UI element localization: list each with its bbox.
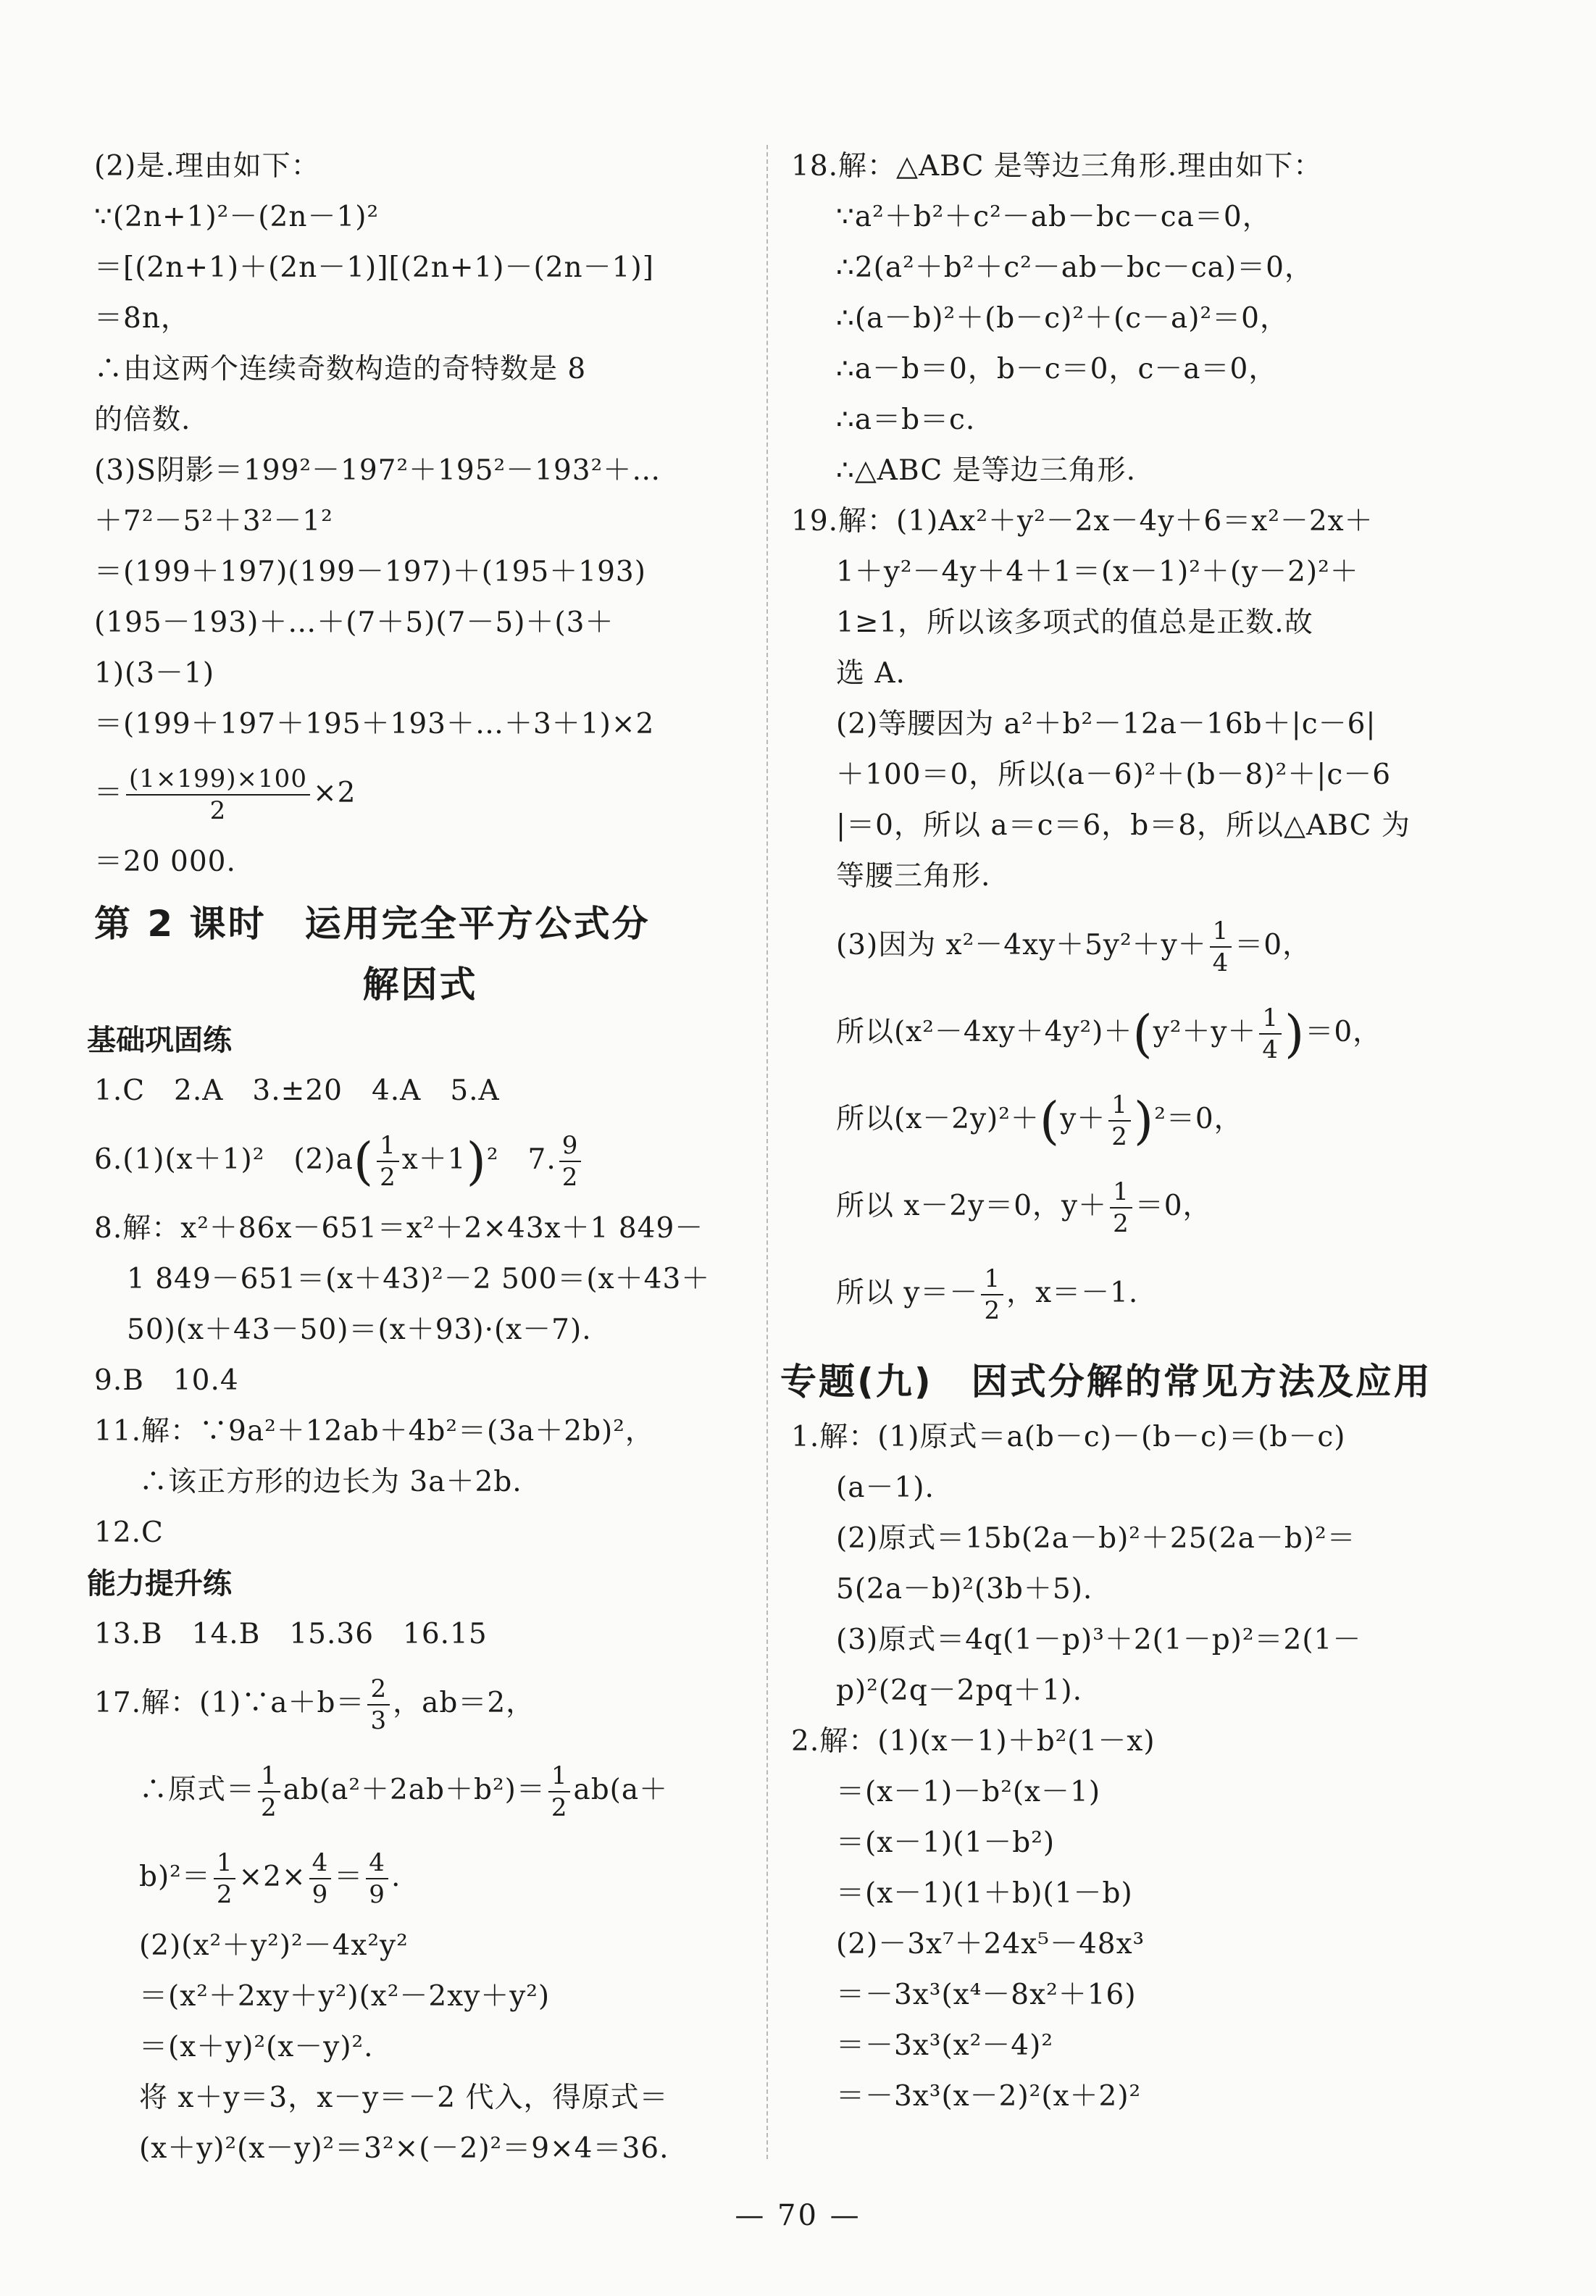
fraction: [377, 1133, 399, 1190]
text-span: ＝0，: [1234, 929, 1312, 961]
numerator: 9: [559, 1133, 582, 1162]
denominator: 2: [551, 1793, 568, 1822]
text-line: 1≥1，所以该多项式的值总是正数.故: [836, 606, 1313, 639]
text-line: ＋7²－5²＋3²－1²: [94, 505, 333, 538]
text-line: ＝－3x³(x－2)²(x＋2)²: [836, 2080, 1142, 2113]
text-line: ∵(2n+1)²－(2n－1)²: [94, 201, 380, 233]
fraction-line: [791, 902, 1458, 989]
text-span: y²＋y＋: [1153, 1016, 1257, 1048]
text-line: 等腰三角形.: [836, 860, 991, 893]
text-span: 6.(1)(x＋1)² (2)a: [94, 1143, 354, 1176]
denominator: 9: [369, 1880, 385, 1909]
fraction-line: [791, 1163, 1458, 1250]
numerator: 1: [1210, 919, 1232, 948]
denominator: 3: [370, 1706, 388, 1735]
text-line: 12.C: [94, 1516, 164, 1549]
text-line: 选 A.: [836, 657, 906, 690]
numerator: (1×199)×100: [126, 767, 310, 796]
text-line: ＝20 000.: [94, 846, 236, 878]
left-paren-glyph: (: [1132, 1004, 1153, 1064]
text-span: 17.解：(1)∵a＋b＝: [94, 1687, 365, 1719]
denominator: 4: [1262, 1035, 1279, 1064]
text-span: ×2: [312, 777, 356, 809]
text-line: ∴(a－b)²＋(b－c)²＋(c－a)²＝0，: [836, 302, 1289, 335]
denominator: 2: [984, 1296, 1001, 1325]
fraction: [367, 1674, 390, 1735]
fraction: [214, 1850, 236, 1907]
section-title-continued: 解因式: [362, 964, 478, 1006]
text-line: 11.解：∵9a²＋12ab＋4b²＝(3a＋2b)²，: [94, 1415, 654, 1448]
text-line: ∴2(a²＋b²＋c²－ab－bc－ca)＝0，: [836, 251, 1313, 284]
text-line: ＝－3x³(x²－4)²: [836, 2029, 1053, 2062]
text-span: .: [390, 1861, 401, 1893]
text-line: 50)(x＋43－50)＝(x＋93)·(x－7).: [127, 1314, 592, 1346]
text-line: ∴a－b＝0，b－c＝0，c－a＝0，: [836, 353, 1278, 385]
text-line: 19.解：(1)Ax²＋y²－2x－4y＋6＝x²－2x＋: [791, 505, 1374, 538]
text-line: 18.解：△ABC 是等边三角形.理由如下：: [791, 150, 1323, 183]
text-span: ＝: [94, 777, 124, 809]
text-line: ∴△ABC 是等边三角形.: [836, 454, 1136, 487]
text-line: ＝(x－1)－b²(x－1): [836, 1776, 1101, 1808]
denominator: 2: [1111, 1122, 1128, 1151]
fraction: [309, 1850, 332, 1907]
numerator: 1: [1108, 1093, 1131, 1122]
text-line: 5(2a－b)²(3b＋5).: [836, 1573, 1093, 1606]
text-line: 的倍数.: [94, 404, 191, 436]
fraction-line: [94, 1747, 746, 1834]
numerator: 1: [377, 1133, 399, 1162]
fraction: [366, 1850, 388, 1907]
text-line: ＋100＝0，所以(a－6)²＋(b－8)²＋|c－6: [836, 759, 1392, 791]
numerator: 1: [214, 1850, 236, 1879]
numerator: 4: [366, 1850, 388, 1879]
text-span: ²＝0，: [1154, 1103, 1243, 1135]
text-line: 9.B 10.4: [94, 1364, 239, 1397]
fraction-line: [94, 1834, 746, 1921]
text-span: ∴原式＝: [139, 1774, 256, 1806]
text-line: 1.解：(1)原式＝a(b－c)－(b－c)＝(b－c): [791, 1421, 1346, 1453]
fraction-line: [791, 989, 1458, 1076]
text-span: ，x＝－1.: [1006, 1277, 1139, 1309]
numerator: 1: [981, 1266, 1003, 1295]
numerator: 1: [548, 1763, 571, 1792]
text-span: 所以 y＝－: [836, 1277, 979, 1309]
right-paren-glyph: ): [1284, 1004, 1305, 1064]
text-line: 将 x＋y＝3，x－y＝－2 代入，得原式＝: [139, 2082, 669, 2114]
fraction: [981, 1266, 1003, 1323]
text-line: 8.解：x²＋86x－651＝x²＋2×43x＋1 849－: [94, 1212, 704, 1245]
text-line: ＝(x＋y)²(x－y)².: [139, 2031, 374, 2063]
text-line: 13.B 14.B 15.36 16.15: [94, 1618, 488, 1650]
text-span: ，ab＝2，: [393, 1687, 535, 1719]
text-line: 2.解：(1)(x－1)＋b²(1－x): [791, 1725, 1156, 1758]
left-column: [87, 141, 746, 2174]
fraction-line: [94, 1660, 746, 1747]
denominator: 2: [561, 1163, 579, 1192]
page-number: — 70 —: [735, 2199, 861, 2232]
text-line: (3)S阴影＝199²－197²＋195²－193²＋…: [94, 454, 661, 487]
denominator: 2: [216, 1880, 233, 1909]
text-span: ab(a²＋2ab＋b²)＝: [283, 1774, 546, 1806]
fraction-line: [94, 750, 746, 837]
text-span: x＋1: [401, 1143, 467, 1176]
left-paren-glyph: (: [353, 1132, 375, 1191]
text-line: p)²(2q－2pq＋1).: [836, 1674, 1082, 1707]
text-line: ＝(x－1)(1－b²): [836, 1827, 1056, 1859]
denominator: 4: [1212, 948, 1229, 977]
subsection-heading: 基础巩固练: [87, 1024, 232, 1057]
text-span: (3)因为 x²－4xy＋5y²＋y＋: [836, 929, 1207, 961]
text-span: y＋: [1060, 1103, 1106, 1135]
fraction-line: [791, 1076, 1458, 1163]
text-span: 所以(x－2y)²＋: [836, 1103, 1040, 1135]
fraction-line: [94, 1116, 746, 1203]
denominator: 9: [312, 1880, 329, 1909]
text-line: ∴由这两个连续奇数构造的奇特数是 8: [94, 353, 587, 385]
text-span: 所以(x²－4xy＋4y²)＋: [836, 1016, 1133, 1048]
fraction: [1259, 1003, 1282, 1064]
text-line: |＝0，所以 a＝c＝6，b＝8，所以△ABC 为: [836, 809, 1411, 842]
text-line: (195－193)＋…＋(7＋5)(7－5)＋(3＋: [94, 606, 614, 639]
text-span: ab(a＋: [573, 1774, 669, 1806]
text-span: ×2×: [238, 1861, 306, 1893]
text-line: ∵a²＋b²＋c²－ab－bc－ca＝0，: [836, 201, 1271, 233]
text-line: (2)是.理由如下：: [94, 150, 320, 183]
text-line: ＝[(2n+1)＋(2n－1)][(2n+1)－(2n－1)]: [94, 251, 654, 284]
fraction: [548, 1763, 571, 1820]
text-line: 1＋y²－4y＋4＋1＝(x－1)²＋(y－2)²＋: [836, 556, 1359, 588]
subsection-heading: 能力提升练: [87, 1567, 232, 1600]
fraction: [1110, 1177, 1132, 1238]
text-span: ＝0，: [1135, 1190, 1212, 1222]
text-line: 1.C 2.A 3.±20 4.A 5.A: [94, 1074, 500, 1107]
fraction: [1210, 919, 1232, 975]
denominator: 2: [209, 796, 227, 825]
fraction: [126, 764, 310, 825]
left-paren-glyph: (: [1039, 1091, 1061, 1151]
text-line: (2)(x²＋y²)²－4x²y²: [139, 1929, 409, 1962]
numerator: 4: [309, 1850, 332, 1879]
text-span: ² 7.: [486, 1143, 556, 1176]
denominator: 2: [261, 1793, 277, 1822]
text-line: (2)－3x⁷＋24x⁵－48x³: [836, 1928, 1145, 1961]
text-span: ＝: [334, 1861, 364, 1893]
text-line: (2)等腰因为 a²＋b²－12a－16b＋|c－6|: [836, 708, 1376, 740]
fraction: [559, 1133, 582, 1190]
right-paren-glyph: ): [466, 1132, 487, 1191]
right-paren-glyph: ): [1133, 1091, 1155, 1151]
text-line: (a－1).: [836, 1471, 935, 1504]
fraction-line: [791, 1250, 1458, 1337]
text-span: ＝0，: [1305, 1016, 1382, 1048]
text-line: ∴该正方形的边长为 3a＋2b.: [139, 1466, 522, 1498]
section-title: 专题(九) 因式分解的常见方法及应用: [780, 1361, 1432, 1403]
fraction: [1108, 1090, 1131, 1151]
section-title: 第 2 课时 运用完全平方公式分: [94, 903, 651, 945]
text-line: 1 849－651＝(x＋43)²－2 500＝(x＋43＋: [127, 1263, 711, 1295]
text-span: b)²＝: [139, 1861, 211, 1893]
text-line: (x＋y)²(x－y)²＝3²×(－2)²＝9×4＝36.: [139, 2132, 669, 2165]
numerator: 1: [1110, 1180, 1132, 1208]
text-line: (3)原式＝4q(1－p)³＋2(1－p)²＝2(1－: [836, 1624, 1362, 1656]
column-divider: [766, 145, 768, 2159]
text-line: 1)(3－1): [94, 657, 215, 690]
text-line: (2)原式＝15b(2a－b)²＋25(2a－b)²＝: [836, 1522, 1356, 1555]
text-span: 所以 x－2y＝0，y＋: [836, 1190, 1108, 1222]
text-line: ＝(x²＋2xy＋y²)(x²－2xy＋y²): [139, 1980, 551, 2013]
numerator: 2: [367, 1677, 390, 1706]
text-line: ＝－3x³(x⁴－8x²＋16): [836, 1979, 1137, 2011]
numerator: 1: [258, 1763, 280, 1792]
text-line: ＝8n，: [94, 302, 190, 335]
text-line: ＝(x－1)(1＋b)(1－b): [836, 1877, 1133, 1910]
text-line: ＝(199＋197＋195＋193＋…＋3＋1)×2: [94, 708, 655, 740]
text-line: ∴a＝b＝c.: [836, 404, 976, 436]
text-line: ＝(199＋197)(199－197)＋(195＋193): [94, 556, 646, 588]
numerator: 1: [1259, 1006, 1282, 1035]
denominator: 2: [380, 1163, 396, 1192]
right-column: [780, 141, 1458, 2122]
denominator: 2: [1113, 1209, 1129, 1238]
fraction: [258, 1763, 280, 1820]
